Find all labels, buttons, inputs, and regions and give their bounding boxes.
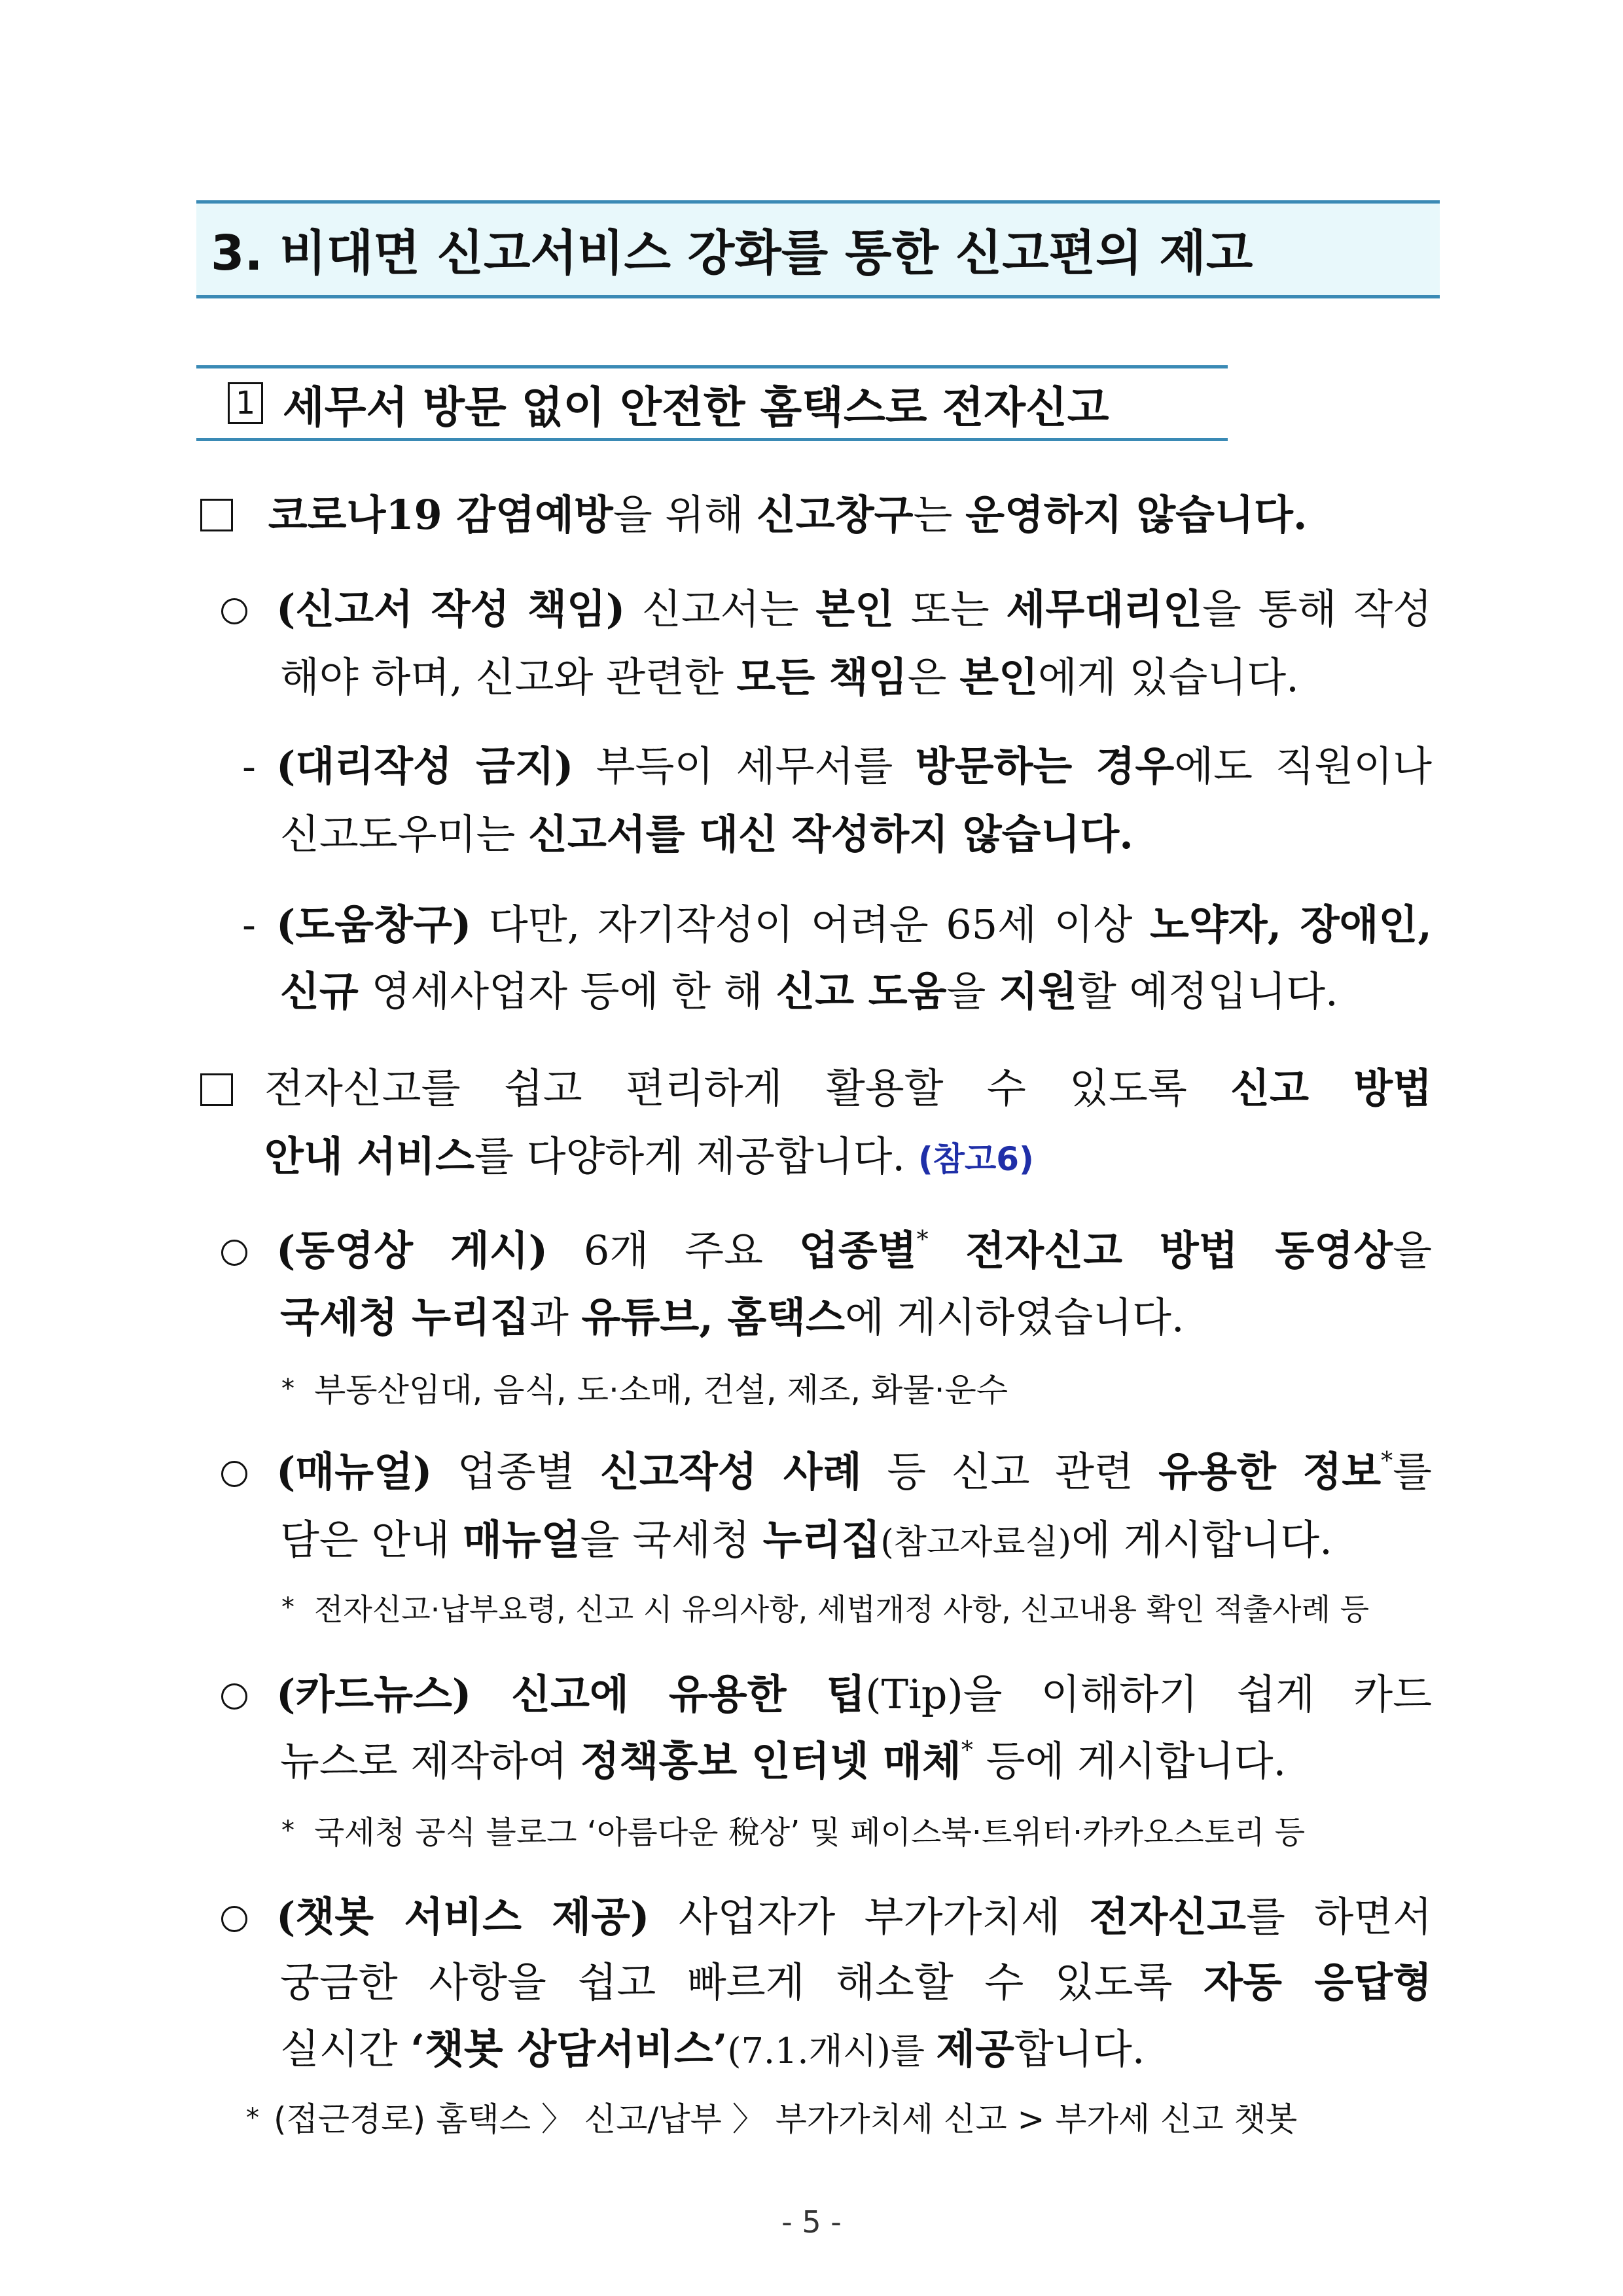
footnote-star: * — [246, 2103, 259, 2133]
text-bold: 신고작성 사례 — [600, 1448, 862, 1496]
text-bold: 신고창구 — [756, 491, 914, 539]
text-bold: 매뉴얼 — [462, 1516, 580, 1564]
dash2-line1 — [276, 901, 1432, 949]
item1-bullet — [221, 588, 247, 636]
text-bold: 유용한 정보 — [1158, 1448, 1382, 1496]
circle-bullet-icon — [221, 598, 247, 624]
text: 부득이 세무서를 — [573, 742, 916, 790]
footnote-star: * — [281, 1374, 294, 1404]
chatbot-note — [246, 2100, 1297, 2139]
text: 뉴스로 제작하여 — [280, 1737, 580, 1785]
footnote-star: * — [281, 1816, 294, 1846]
manual-note — [281, 1592, 1369, 1628]
chatbot-line2 — [280, 1958, 1432, 2007]
section-title — [196, 200, 1440, 298]
page-number: - 5 - — [781, 2204, 842, 2240]
subsection-title — [196, 365, 1228, 441]
text: 을 — [946, 967, 999, 1015]
text: 를 다양하게 제공합니다. — [474, 1132, 918, 1180]
text: 6개 주요 — [547, 1227, 799, 1274]
text: 합니다. — [1014, 2025, 1145, 2073]
text-bold: 신규 — [280, 967, 359, 1015]
card-line1 — [276, 1670, 1432, 1719]
video-note — [281, 1371, 1008, 1410]
video-line1 — [276, 1227, 1432, 1275]
text-bold: (신고서 작성 책임) — [276, 585, 626, 633]
text-bold: 신고서를 대신 작성하지 않습니다. — [528, 810, 1133, 858]
dash1-line1 — [276, 742, 1432, 791]
block2-main-line2 — [264, 1132, 1034, 1181]
circle-bullet-icon — [221, 1683, 247, 1710]
footnote-mark: * — [961, 1737, 973, 1764]
text: 등 신고 관련 — [861, 1448, 1159, 1496]
dash2-line2 — [280, 967, 1338, 1016]
block2-main-line1 — [264, 1064, 1432, 1113]
text-bold: (동영상 게시) — [276, 1227, 548, 1274]
text-bold: 본인 — [959, 653, 1039, 701]
text: 는 — [913, 491, 966, 539]
text-bold: (매뉴얼) — [276, 1448, 433, 1496]
video-bullet — [221, 1229, 247, 1278]
card-line2 — [280, 1737, 1286, 1785]
text: (Tip)을 이해하기 쉽게 카드 — [865, 1670, 1432, 1718]
text: 에 게시하였습니다. — [845, 1293, 1185, 1341]
text: 해야 하며, 신고와 관련한 — [280, 653, 737, 701]
dash1-bullet: - — [242, 742, 256, 790]
dash2-bullet: - — [242, 901, 256, 948]
text-bold: (챗봇 서비스 제공) — [276, 1893, 650, 1941]
manual-line2 — [280, 1516, 1332, 1564]
text: 신고서는 — [625, 585, 816, 633]
subsection-title-text: 세무서 방문 없이 안전한 홈택스로 전자신고 — [283, 382, 1109, 433]
text-bold: 자동 응답형 — [1204, 1958, 1433, 2006]
manual-line1 — [276, 1448, 1432, 1496]
chatbot-line3 — [280, 2025, 1145, 2073]
text-bold: 방문하는 경우 — [915, 742, 1175, 790]
text: 등에 게시합니다. — [972, 1737, 1287, 1785]
footnote-mark: * — [1381, 1448, 1393, 1475]
block1-main — [200, 491, 1307, 539]
text: 을 — [1393, 1227, 1432, 1274]
subsection-number-box: 1 — [228, 382, 263, 424]
item1-line2 — [280, 653, 1299, 702]
text: 에게 있습니다. — [1038, 653, 1299, 701]
item1-line1 — [276, 585, 1432, 634]
text: 다만, 자기작성이 어려운 65세 이상 — [471, 901, 1150, 948]
text-bold: 지원 — [999, 967, 1077, 1015]
text: 을 국세청 — [580, 1516, 763, 1564]
note-text: 국세청 공식 블로그 ‘아름다운 稅상’ 및 페이스북·트위터·카카오스토리 등 — [314, 1814, 1306, 1851]
text: 에도 직원이나 — [1174, 742, 1433, 790]
text: 를 하면서 — [1246, 1893, 1433, 1941]
text: 영세사업자 등에 한 해 — [358, 967, 776, 1015]
section-title-text: 3. 비대면 신고서비스 강화를 통한 신고편의 제고 — [211, 225, 1253, 281]
chatbot-line1 — [276, 1893, 1432, 1941]
note-text: 부동산임대, 음식, 도·소매, 건설, 제조, 화물·운수 — [314, 1371, 1008, 1409]
footnote-mark: * — [916, 1227, 929, 1253]
card-bullet — [221, 1673, 247, 1721]
text-bold: 누리집 — [762, 1516, 881, 1564]
text: 과 — [529, 1293, 582, 1341]
block2-main-bullet — [200, 1066, 233, 1114]
circle-bullet-icon — [221, 1240, 247, 1266]
dash1-line2 — [280, 810, 1133, 859]
reference-link: (참고6) — [918, 1140, 1034, 1178]
card-note — [281, 1814, 1305, 1852]
text: 을 위해 — [613, 491, 757, 539]
text-bold: 신고 방법 — [1230, 1064, 1433, 1112]
text: 업종별 — [432, 1448, 601, 1496]
text: 할 예정입니다. — [1077, 967, 1338, 1015]
text: 전자신고를 쉽고 편리하게 활용할 수 있도록 — [264, 1064, 1231, 1112]
text-bold: 신고에 유용한 팁 — [471, 1670, 866, 1718]
text-bold: 전자신고 — [1089, 1893, 1247, 1941]
text-bold: 노약자, 장애인, — [1150, 901, 1432, 948]
note-text: (접근경로) 홈택스 〉 신고/납부 〉 부가가치세 신고 > 부가세 신고 챗봇 — [274, 2100, 1298, 2138]
text-bold: 코로나19 감염예방 — [268, 491, 613, 539]
text-bold: 운영하지 않습니다. — [965, 491, 1308, 539]
text: (7.1.개시)를 — [727, 2030, 936, 2072]
text: 신고도우미는 — [280, 810, 529, 858]
text: 에 게시합니다. — [1071, 1516, 1332, 1564]
text: 을 통해 작성 — [1202, 585, 1432, 633]
circle-bullet-icon — [221, 1461, 247, 1487]
note-text: 전자신고·납부요령, 신고 시 유의사항, 세법개정 사항, 신고내용 확인 적출사례 등 — [314, 1592, 1370, 1627]
text-bold: ‘챗봇 상담서비스’ — [410, 2025, 728, 2073]
text-bold: 정책홍보 인터넷 매체 — [580, 1737, 961, 1785]
square-bullet-icon — [200, 1073, 233, 1106]
video-line2 — [280, 1293, 1185, 1342]
circle-bullet-icon — [221, 1906, 247, 1932]
chatbot-bullet — [221, 1895, 247, 1944]
text-bold: 신고 도움 — [776, 967, 947, 1015]
text: 사업자가 부가가치세 — [649, 1893, 1090, 1941]
text-bold: (대리작성 금지) — [276, 742, 574, 790]
text: 또는 — [894, 585, 1007, 633]
footnote-star: * — [281, 1592, 294, 1623]
text: 담은 안내 — [280, 1516, 463, 1564]
text-bold: 전자신고 방법 동영상 — [928, 1227, 1393, 1274]
text: (참고자료실) — [880, 1523, 1072, 1562]
text-bold: 업종별 — [798, 1227, 917, 1274]
text: 를 — [1393, 1448, 1433, 1496]
square-bullet-icon — [200, 499, 233, 531]
manual-bullet — [221, 1450, 247, 1499]
text-bold: (도움창구) — [276, 901, 472, 948]
text: 은 — [907, 653, 960, 701]
text: 궁금한 사항을 쉽고 빠르게 해소할 수 있도록 — [280, 1958, 1204, 2006]
text-bold: (카드뉴스) — [276, 1670, 472, 1718]
text-bold: 국세청 누리집 — [280, 1293, 529, 1341]
text-bold: 안내 서비스 — [264, 1132, 475, 1180]
text-bold: 모든 책임 — [736, 653, 908, 701]
text-bold: 유튜브, 홈택스 — [581, 1293, 846, 1341]
text-bold: 제공 — [936, 2025, 1015, 2073]
text-bold: 본인 — [815, 585, 895, 633]
text: 실시간 — [280, 2025, 411, 2073]
text-bold: 세무대리인 — [1006, 585, 1202, 633]
